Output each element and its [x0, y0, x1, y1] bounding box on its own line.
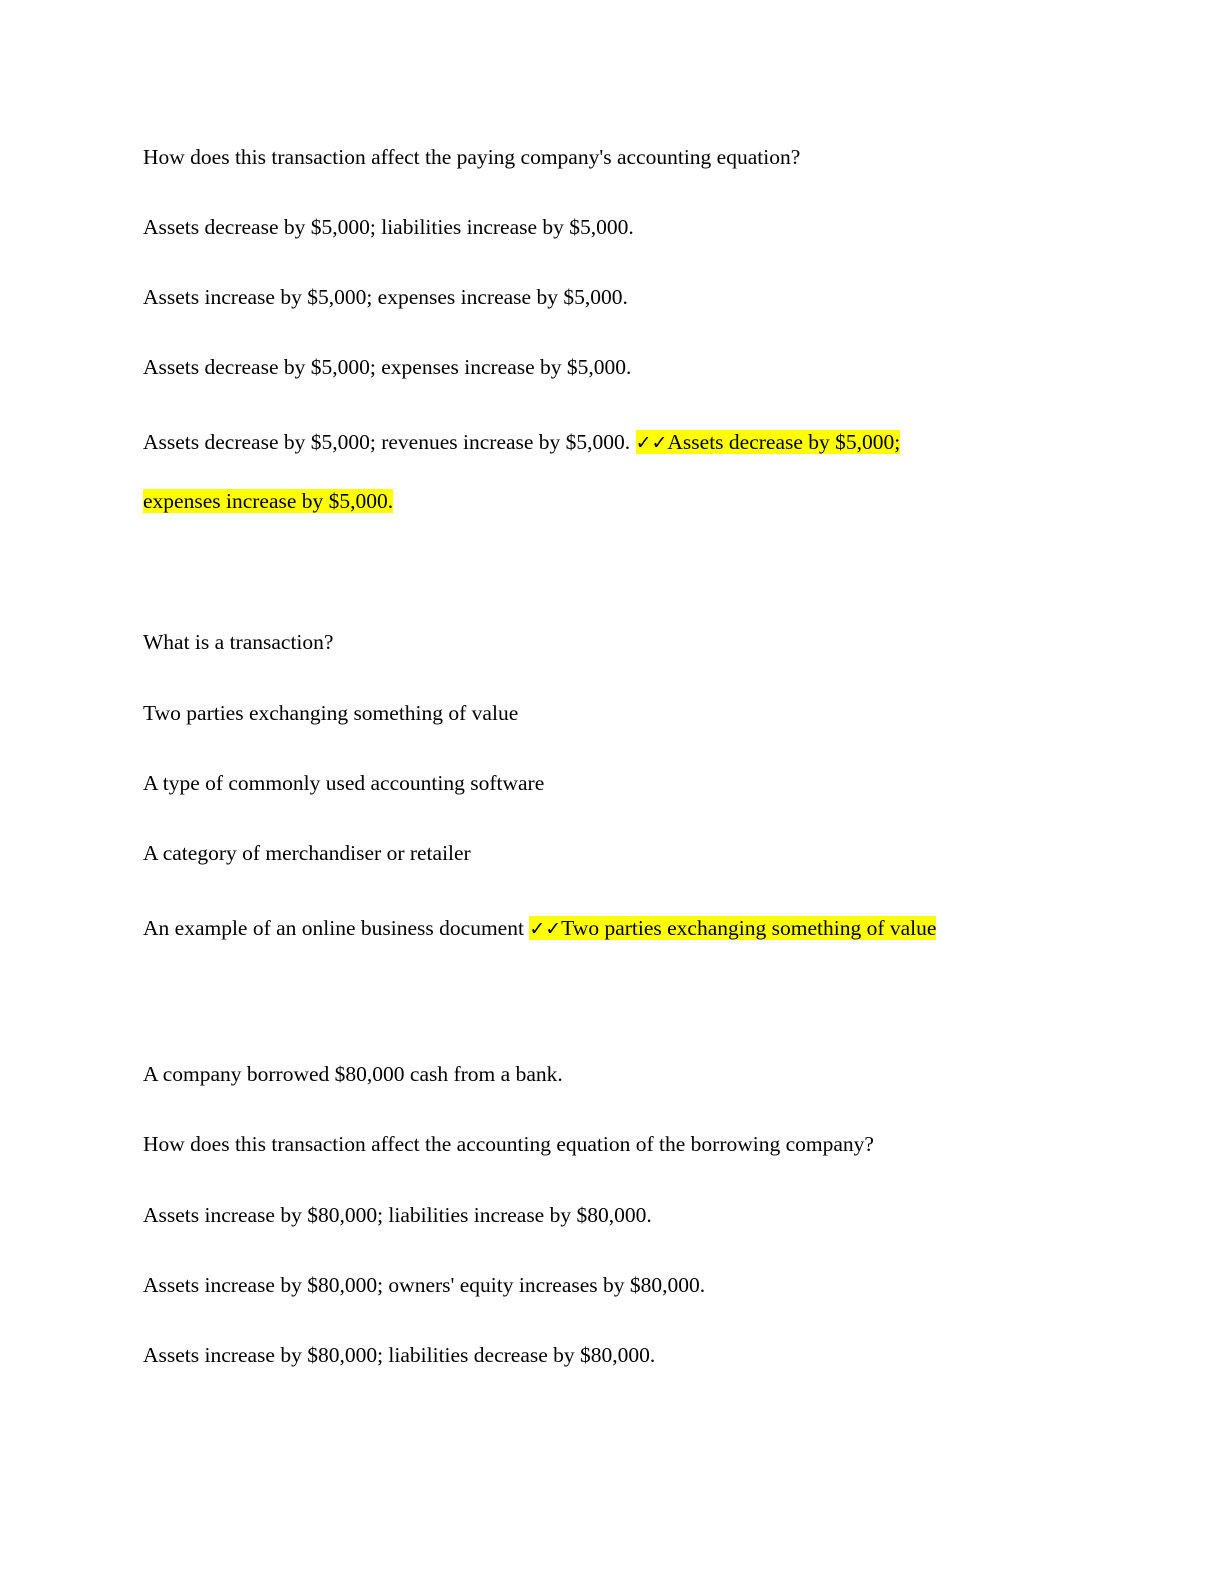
- q1-option-2: Assets increase by $5,000; expenses increase by $5,000.: [143, 285, 628, 309]
- q1-answer-line2: [143, 487, 393, 515]
- question-1: How does this transaction affect the paying company's accounting equation?: [143, 145, 801, 169]
- double-check-icon: ✓✓: [529, 918, 562, 940]
- question-3: How does this transaction affect the accounting equation of the borrowing company?: [143, 1132, 874, 1156]
- q2-option-4-line: [143, 914, 936, 943]
- q2-option-1: Two parties exchanging something of value: [143, 701, 519, 725]
- q1-option-1: Assets decrease by $5,000; liabilities increase by $5,000.: [143, 215, 634, 239]
- q2-answer-highlight: [529, 916, 936, 940]
- q2-answer: Two parties exchanging something of value: [561, 916, 937, 940]
- question-2: What is a transaction?: [143, 630, 334, 654]
- q2-option-4: An example of an online business document: [143, 916, 524, 940]
- q1-answer-highlight: [636, 430, 901, 454]
- q1-option-4: Assets decrease by $5,000; revenues increase by $5,000.: [143, 430, 631, 454]
- q1-answer-part2: expenses increase by $5,000.: [143, 489, 394, 513]
- q3-option-1: Assets increase by $80,000; liabilities increase by $80,000.: [143, 1203, 652, 1227]
- q1-option-4-line: [143, 428, 900, 457]
- q3-scenario: A company borrowed $80,000 cash from a bank.: [143, 1062, 563, 1086]
- q3-option-2: Assets increase by $80,000; owners' equity increases by $80,000.: [143, 1273, 706, 1297]
- q1-option-3: Assets decrease by $5,000; expenses increase by $5,000.: [143, 355, 632, 379]
- double-check-icon: ✓✓: [635, 432, 668, 454]
- q2-option-2: A type of commonly used accounting software: [143, 771, 545, 795]
- q2-option-3: A category of merchandiser or retailer: [143, 841, 471, 865]
- q1-answer-part1: Assets decrease by $5,000;: [667, 430, 901, 454]
- q3-option-3: Assets increase by $80,000; liabilities decrease by $80,000.: [143, 1343, 656, 1367]
